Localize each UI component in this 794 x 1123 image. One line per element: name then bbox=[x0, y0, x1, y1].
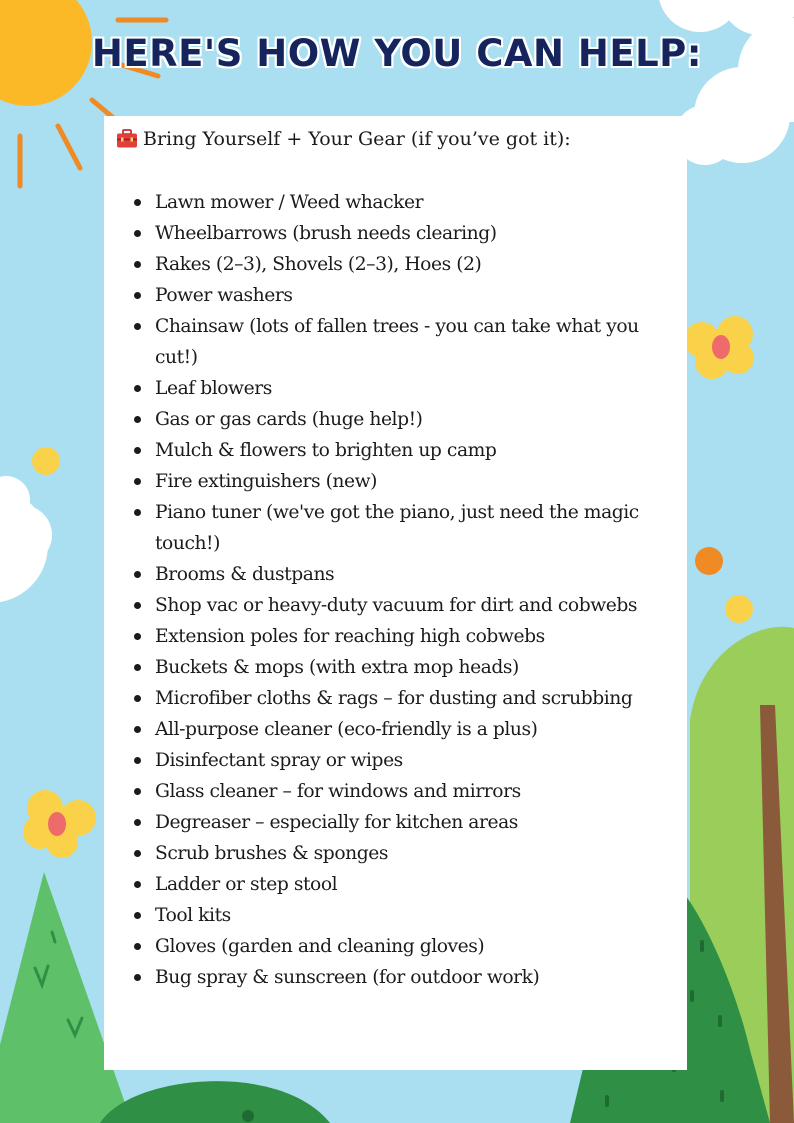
page-title: HERE'S HOW YOU CAN HELP: bbox=[91, 32, 703, 75]
intro-text: Bring Yourself + Your Gear (if you’ve got it): bbox=[143, 128, 571, 150]
flower-right bbox=[684, 316, 754, 379]
flower-left bbox=[23, 790, 96, 858]
gear-list bbox=[155, 187, 665, 993]
list-item: Microfiber cloths & rags – for dusting and scrubbing bbox=[155, 683, 665, 714]
list-item: Tool kits bbox=[155, 900, 665, 931]
list-item: Chainsaw (lots of fallen trees - you can take what you cut!) bbox=[155, 311, 665, 373]
list-item: Brooms & dustpans bbox=[155, 559, 665, 590]
list-item: Ladder or step stool bbox=[155, 869, 665, 900]
list-item: Buckets & mops (with extra mop heads) bbox=[155, 652, 665, 683]
yellow-dot-right bbox=[725, 595, 753, 623]
orange-dot-right bbox=[695, 547, 723, 575]
list-item: Shop vac or heavy-duty vacuum for dirt and cobwebs bbox=[155, 590, 665, 621]
list-item: Lawn mower / Weed whacker bbox=[155, 187, 665, 218]
list-item: Degreaser – especially for kitchen areas bbox=[155, 807, 665, 838]
list-item: Bug spray & sunscreen (for outdoor work) bbox=[155, 962, 665, 993]
list-item: Piano tuner (we've got the piano, just need the magic touch!) bbox=[155, 497, 665, 559]
list-item: Disinfectant spray or wipes bbox=[155, 745, 665, 776]
list-item: Wheelbarrows (brush needs clearing) bbox=[155, 218, 665, 249]
gear-card bbox=[104, 116, 687, 1070]
list-item: All-purpose cleaner (eco-friendly is a plus) bbox=[155, 714, 665, 745]
list-item: Power washers bbox=[155, 280, 665, 311]
list-item: Extension poles for reaching high cobwebs bbox=[155, 621, 665, 652]
list-item: Gas or gas cards (huge help!) bbox=[155, 404, 665, 435]
toolbox-icon bbox=[116, 129, 138, 149]
yellow-dot-left bbox=[32, 447, 60, 475]
cloud-left bbox=[0, 476, 52, 603]
list-item: Gloves (garden and cleaning gloves) bbox=[155, 931, 665, 962]
intro-line bbox=[116, 128, 571, 150]
list-item: Mulch & flowers to brighten up camp bbox=[155, 435, 665, 466]
list-item: Leaf blowers bbox=[155, 373, 665, 404]
list-item: Fire extinguishers (new) bbox=[155, 466, 665, 497]
list-item: Rakes (2–3), Shovels (2–3), Hoes (2) bbox=[155, 249, 665, 280]
list-item: Scrub brushes & sponges bbox=[155, 838, 665, 869]
list-item: Glass cleaner – for windows and mirrors bbox=[155, 776, 665, 807]
hill-bottom bbox=[100, 1081, 330, 1123]
